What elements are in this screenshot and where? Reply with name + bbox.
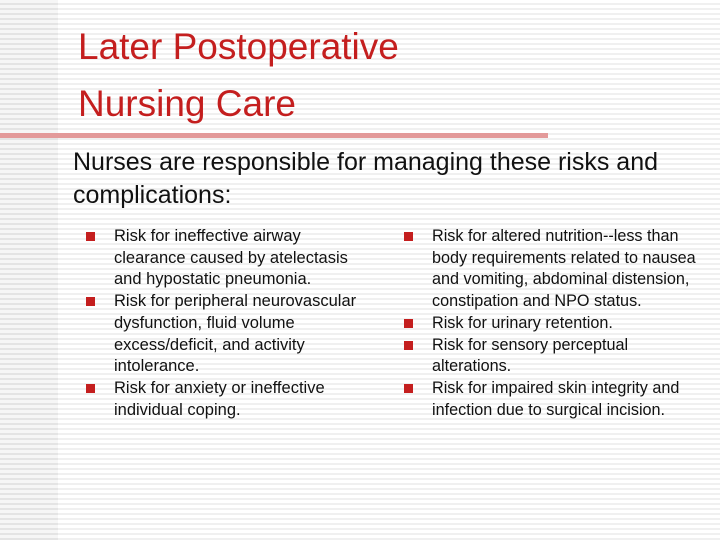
bullet-text: Risk for sensory perceptual alterations. (432, 335, 629, 376)
bullet-item (86, 378, 376, 421)
bullet-item (86, 226, 376, 291)
square-bullet-icon (404, 319, 413, 328)
square-bullet-icon (404, 341, 413, 350)
bullet-item (404, 226, 710, 313)
title-underline (0, 133, 548, 138)
bullet-list-left (86, 226, 376, 421)
bullet-item (404, 313, 710, 335)
square-bullet-icon (86, 297, 95, 306)
bullet-text: Risk for ineffective airway clearance caused by atelectasis and hypostatic pneumonia. (114, 227, 348, 289)
bullet-text: Risk for impaired skin integrity and infection due to surgical incision. (432, 378, 680, 419)
bullet-text: Risk for urinary retention. (432, 313, 613, 332)
title-line-2: Nursing Care (78, 83, 296, 124)
square-bullet-icon (86, 384, 95, 393)
bullet-item (404, 335, 710, 378)
square-bullet-icon (404, 384, 413, 393)
bullet-item (86, 291, 376, 378)
bullet-item (404, 378, 710, 421)
square-bullet-icon (86, 232, 95, 241)
left-decorative-bar (0, 0, 58, 540)
bullet-text: Risk for anxiety or ineffective individual coping. (114, 378, 325, 419)
bullet-list-right (404, 226, 710, 421)
square-bullet-icon (404, 232, 413, 241)
bullet-text: Risk for altered nutrition--less than body requirements related to nausea and vomiting, abdominal distension, constipation and NPO status. (432, 227, 696, 311)
slide-title (78, 18, 678, 132)
intro-text: Nurses are responsible for managing these risks and complications: (73, 148, 659, 209)
bullet-text: Risk for peripheral neurovascular dysfunction, fluid volume excess/deficit, and activity intolerance. (114, 292, 357, 376)
title-line-1: Later Postoperative (78, 26, 399, 67)
